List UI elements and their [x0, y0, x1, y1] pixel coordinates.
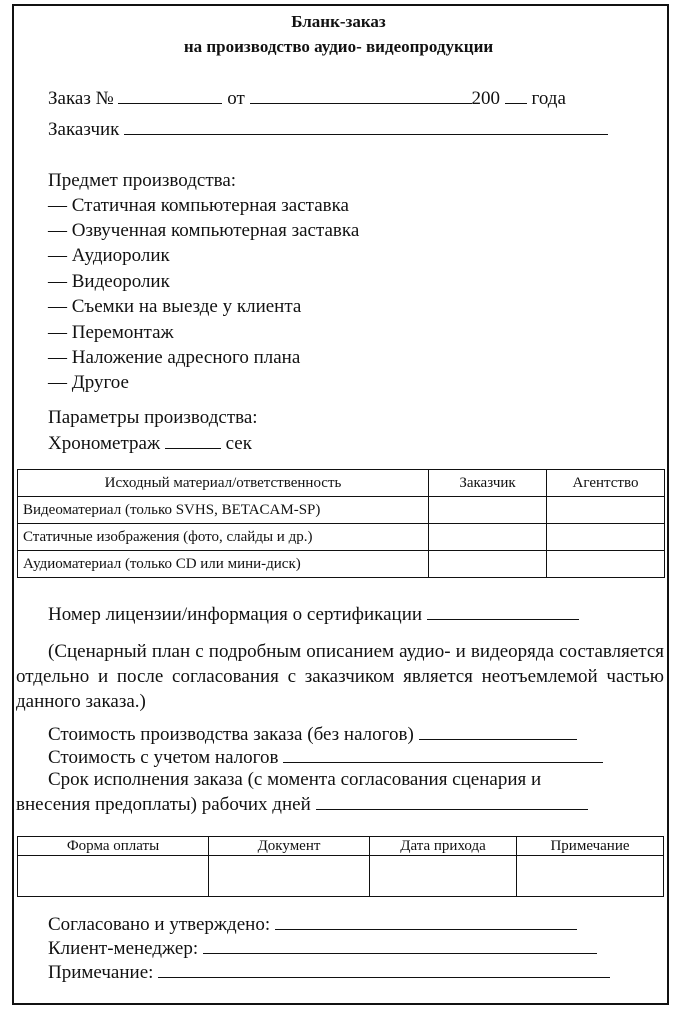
table-header: Агентство — [547, 470, 665, 497]
cost-with-tax-field[interactable] — [283, 746, 603, 763]
table-row — [18, 497, 665, 524]
table-header: Дата прихода — [370, 837, 517, 856]
payment-form-cell[interactable] — [18, 856, 209, 897]
order-number-row — [48, 87, 566, 110]
deadline-label-line1: Срок исполнения заказа (с момента согласования сценария и — [48, 769, 542, 790]
cost-with-tax-row — [48, 746, 603, 769]
scenario-note: (Сценарный план с подробным описанием аудио- и видеоряда составляется отдельно и после согласования с заказчиком является неотъемлемой частью данного заказа.) — [16, 641, 664, 712]
note-row — [48, 961, 610, 984]
customer-field[interactable] — [124, 118, 608, 135]
customer-cell[interactable] — [429, 551, 547, 578]
table-header: Документ — [209, 837, 370, 856]
subject-item: — Видеоролик — [48, 271, 170, 292]
customer-cell[interactable] — [429, 524, 547, 551]
table-row — [18, 856, 664, 897]
agency-cell[interactable] — [547, 551, 665, 578]
duration-row — [48, 432, 252, 455]
form-title: Бланк-заказ — [291, 12, 386, 31]
table-header-row — [18, 837, 664, 856]
table-header: Исходный материал/ответственность — [18, 470, 429, 497]
license-row — [48, 603, 579, 626]
subject-item: — Наложение адресного плана — [48, 347, 301, 368]
agency-cell[interactable] — [547, 524, 665, 551]
manager-row — [48, 937, 597, 960]
params-heading: Параметры производства: — [48, 407, 258, 428]
approved-label: Согласовано и утверждено: — [48, 914, 271, 935]
duration-unit: сек — [225, 433, 252, 454]
order-year-prefix: 200 — [471, 88, 501, 109]
table-header: Форма оплаты — [18, 837, 209, 856]
manager-label: Клиент-менеджер: — [48, 938, 199, 959]
subject-heading: Предмет производства: — [48, 170, 237, 191]
table-row — [18, 524, 665, 551]
payment-table — [17, 836, 664, 897]
table-header: Примечание — [517, 837, 664, 856]
subject-item: — Аудиоролик — [48, 245, 170, 266]
receipt-date-cell[interactable] — [370, 856, 517, 897]
note-field[interactable] — [158, 961, 610, 978]
material-name: Видеоматериал (только SVHS, BETACAM-SP) — [18, 497, 429, 524]
order-year-suffix: года — [531, 88, 566, 109]
order-year-field[interactable] — [505, 87, 527, 104]
deadline-row — [16, 793, 588, 816]
duration-field[interactable] — [165, 432, 221, 449]
table-row — [18, 551, 665, 578]
agency-cell[interactable] — [547, 497, 665, 524]
order-number-field[interactable] — [118, 87, 222, 104]
materials-table — [17, 469, 665, 578]
table-header-row — [18, 470, 665, 497]
cost-without-tax-row — [48, 723, 577, 746]
order-number-label: Заказ № — [48, 88, 114, 109]
cost-with-tax-label: Стоимость с учетом налогов — [48, 747, 279, 768]
subject-item: — Съемки на выезде у клиента — [48, 296, 302, 317]
subject-item: — Другое — [48, 372, 129, 393]
duration-label: Хронометраж — [48, 433, 161, 454]
subject-item: — Перемонтаж — [48, 322, 174, 343]
approved-field[interactable] — [275, 913, 577, 930]
note-label: Примечание: — [48, 962, 154, 983]
cost-without-tax-field[interactable] — [419, 723, 577, 740]
customer-cell[interactable] — [429, 497, 547, 524]
deadline-label-line2: внесения предоплаты) рабочих дней — [16, 794, 311, 815]
customer-row — [48, 118, 608, 141]
table-header: Заказчик — [429, 470, 547, 497]
subject-item: — Озвученная компьютерная заставка — [48, 220, 360, 241]
customer-label: Заказчик — [48, 119, 120, 140]
approved-row — [48, 913, 577, 936]
license-field[interactable] — [427, 603, 579, 620]
deadline-field[interactable] — [316, 793, 588, 810]
subject-item: — Статичная компьютерная заставка — [48, 195, 349, 216]
order-date-field[interactable] — [250, 87, 472, 104]
order-from-label: от — [227, 88, 245, 109]
payment-note-cell[interactable] — [517, 856, 664, 897]
material-name: Статичные изображения (фото, слайды и др.) — [18, 524, 429, 551]
manager-field[interactable] — [203, 937, 597, 954]
form-subtitle: на производство аудио- видеопродукции — [183, 37, 494, 56]
cost-without-tax-label: Стоимость производства заказа (без налогов) — [48, 724, 414, 745]
document-cell[interactable] — [209, 856, 370, 897]
material-name: Аудиоматериал (только CD или мини-диск) — [18, 551, 429, 578]
license-label: Номер лицензии/информация о сертификации — [48, 604, 423, 625]
